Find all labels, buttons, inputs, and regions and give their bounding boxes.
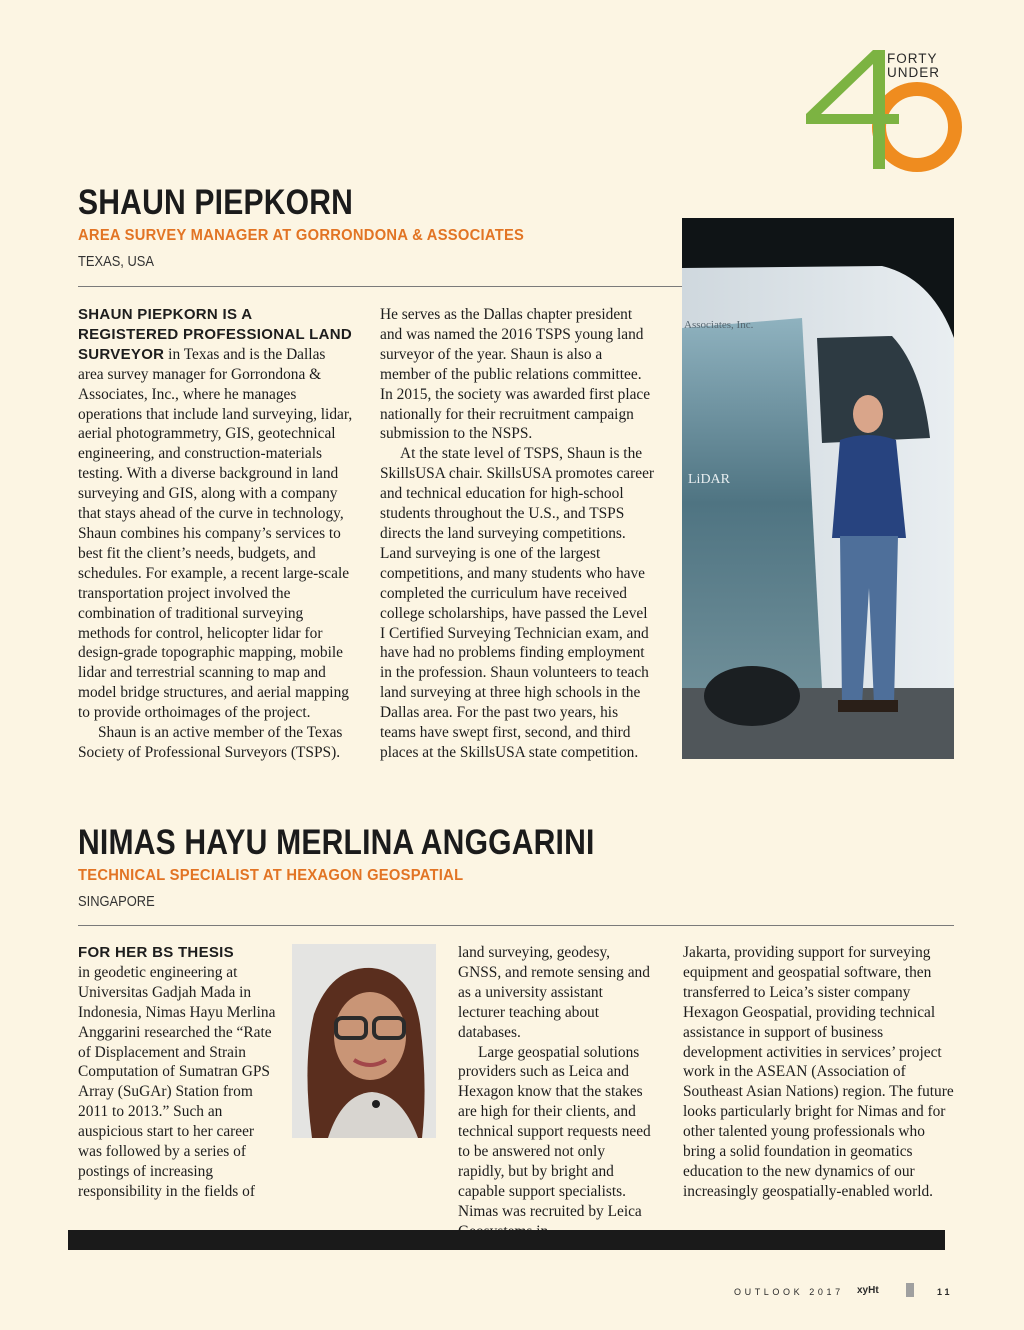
profile2-col1-text: in geodetic engineering at Universitas Gadjah Mada in Indonesia, Nimas Hayu Merlina Anggarini researched the “Rate of Displacement and Strain Computation of Sumatran GPS Array (SuGAr) Station from 2011 to 2013.” Such an auspicious start to her career was followed by a series of postings of increasing responsibility in the fields of [78, 963, 276, 1200]
profile2-name: NIMAS HAYU MERLINA ANGGARINI [78, 823, 595, 862]
profile2-divider [78, 925, 954, 926]
profile2-column-3 [683, 943, 955, 1202]
profile1-photo [682, 218, 954, 759]
van-wheel [704, 666, 800, 726]
logo-text-block [887, 52, 940, 80]
profile1-role: AREA SURVEY MANAGER AT GORRONDONA & ASSOCIATES [78, 227, 525, 244]
van-text-lidar: LiDAR [688, 472, 730, 487]
profile1-column-1 [78, 305, 354, 763]
profile2-col3-text: Jakarta, providing support for surveying equipment and geospatial software, then transferred to Leica’s sister company Hexagon Geospatial, providing technical assistance in support of business development activities in services’ project work in the ASEAN (Association of Southeast Asian Nations) region. The future looks particularly bright for Nimas and for other talented young professionals who bring a solid foundation in geomatics education to the new dynamics of our increasingly geospatially-enabled world. [683, 944, 954, 1200]
profile1-column-2 [380, 305, 656, 763]
footer-gray-block [906, 1283, 914, 1297]
person-shoes [838, 700, 898, 712]
person-head [853, 395, 883, 433]
profile2-col2-p1: land surveying, geodesy, GNSS, and remote sensing and as a university assistant lecturer teaching about databases. [458, 944, 650, 1041]
profile2-lead: FOR HER BS THESIS [78, 944, 234, 961]
van-text-associates: Associates, Inc. [684, 319, 754, 331]
footer-publication: OUTLOOK 2017 [734, 1287, 844, 1297]
profile1-name: SHAUN PIEPKORN [78, 183, 354, 222]
footer-page-number: 11 [937, 1287, 953, 1297]
portrait-necklace [372, 1100, 380, 1108]
profile2-location: SINGAPORE [78, 893, 155, 910]
profile1-divider [78, 286, 682, 287]
profile1-col1-p1: in Texas and is the Dallas area survey manager for Gorrondona & Associates, Inc., where he manages operations that include land surveying, lidar, aerial photogrammetry, GIS, geotechnical engineering, and construction-materials testing. With a diverse background in land surveying and GIS, along with a company that stays ahead of the curve in technology, Shaun combines his company’s services to best fit the client’s needs, budgets, and schedules. For example, a recent large-scale transportation project involved the combination of traditional surveying methods for control, helicopter lidar for design-grade topographic mapping, mobile lidar and terrestrial scanning to map and model bridge structures, and aerial mapping to provide orthoimages of the project. [78, 345, 353, 722]
footer-black-bar [68, 1230, 945, 1250]
footer-brand: xyHt [857, 1285, 879, 1296]
profile2-column-2 [458, 943, 652, 1242]
logo-under: UNDER [887, 65, 941, 80]
profile2-photo [292, 944, 436, 1138]
profile1-col1-p2: Shaun is an active member of the Texas Society of Professional Surveyors (TSPS). [78, 724, 343, 761]
profile2-column-1 [78, 943, 278, 1202]
profile2-col2-p2: Large geospatial solutions providers such as Leica and Hexagon know that the stakes are high for their clients, and technical support requests need to be answered not only rapidly, but by bright and capable support specialists. Nimas was recruited by Leica [458, 1043, 651, 1220]
logo-forty: FORTY [887, 51, 938, 66]
profile1-lead: SHAUN PIEPKORN IS A REGISTERED PROFESSIONAL LAND SURVEYOR [78, 306, 352, 363]
forty-under-40-logo [800, 44, 970, 176]
profile1-col2-p1: He serves as the Dallas chapter president and was named the 2016 TSPS young land surveyor of the year. Shaun is also a member of the public relations committee. In 2015, the society was awarded first place nationally for their recruitment campaign submission to the NSPS. [380, 306, 651, 443]
profile1-location: TEXAS, USA [78, 253, 154, 270]
person-shirt [832, 435, 906, 538]
profile2-role: TECHNICAL SPECIALIST AT HEXAGON GEOSPATIAL [78, 867, 464, 884]
logo-zero-ring [879, 89, 955, 165]
profile1-col2-p2: At the state level of TSPS, Shaun is the SkillsUSA chair. SkillsUSA promotes career and technical education for high-school students throughout the U.S., and TSPS directs the land surveying competitions. Land surveying is one of the largest competitions, and many students who have completed the curriculum have received college scholarships, have passed the Level I Certified Surveying Technician exam, and have had no problems finding employment in the profession. Shaun volunteers to teach land surveying at three high schools in the Dallas area. For the past two years, his teams have swept first, second, and third places at the SkillsUSA state competition. [380, 445, 655, 761]
van-graphic-wrap [682, 318, 822, 688]
